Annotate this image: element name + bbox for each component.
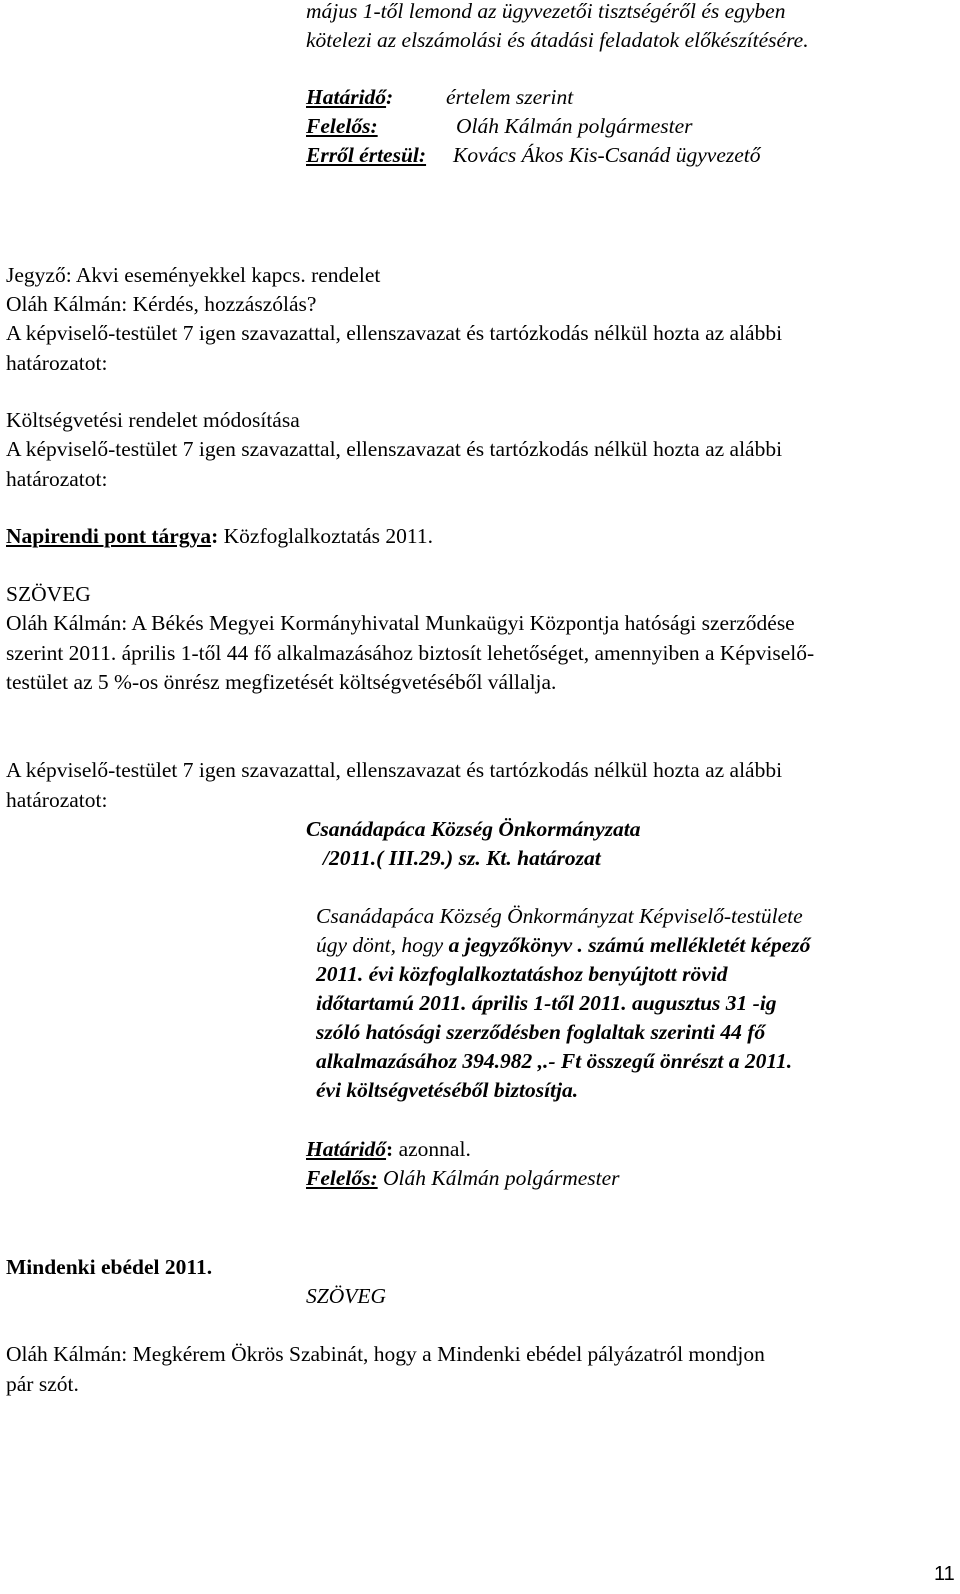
lunch-title: Mindenki ebédel 2011. xyxy=(6,1255,213,1279)
resolution-responsible-label: Felelős: xyxy=(306,1166,378,1190)
text-line: szerint 2011. április 1-től 44 fő alkalmazásához biztosít lehetőséget, amennyiben a Képviselő- xyxy=(6,640,815,665)
vote-paragraph-3 xyxy=(6,756,940,815)
vote-line: határozatot: xyxy=(6,350,108,375)
page-number: 11 xyxy=(934,1563,955,1585)
szoveg-label: SZÖVEG xyxy=(6,582,91,606)
deadline-value: értelem szerint xyxy=(446,85,574,109)
agenda-label: Napirendi pont tárgya xyxy=(6,524,212,548)
resolution-heading-2: /2011.( III.29.) sz. Kt. határozat xyxy=(323,846,601,870)
intro-line-1: május 1-től lemond az ügyvezetői tisztségéről és egyben xyxy=(306,0,786,23)
notary-line: Jegyző: Akvi eseményekkel kapcs. rendelet xyxy=(6,263,381,287)
vote-line: A képviselő-testület 7 igen szavazattal, ellenszavazat és tartózkodás nélkül hozta az alábbi xyxy=(6,758,783,782)
resolution-deadline-value: azonnal. xyxy=(398,1137,471,1161)
vote-line: határozatot: xyxy=(6,787,108,812)
responsible-value: Oláh Kálmán polgármester xyxy=(456,114,693,138)
resolution-heading-1: Csanádapáca Község Önkormányzata xyxy=(306,817,641,841)
lunch-paragraph xyxy=(6,1340,940,1399)
resolution-deadline-colon: : xyxy=(386,1137,394,1161)
question-line: Oláh Kálmán: Kérdés, hozzászólás? xyxy=(6,292,317,316)
resolution-deadline-row xyxy=(306,1135,471,1165)
vote-paragraph-2 xyxy=(6,435,940,494)
deadline-colon: : xyxy=(386,85,394,109)
budget-title: Költségvetési rendelet módosítása xyxy=(6,408,300,432)
resolution-body-line-1: Csanádapáca Község Önkormányzat Képviselő-testülete xyxy=(316,904,803,928)
text-line: Oláh Kálmán: A Békés Megyei Kormányhivatal Munkaügyi Központja hatósági szerződése xyxy=(6,611,795,635)
resolution-deadline-label: Határidő xyxy=(306,1137,387,1161)
resolution-body-line-6: alkalmazásához 394.982 ,.- Ft összegű önrészt a 2011. xyxy=(316,1049,793,1073)
lunch-line: pár szót. xyxy=(6,1371,79,1396)
agenda-colon: : xyxy=(211,524,219,548)
agenda-value: Közfoglalkoztatás 2011. xyxy=(223,524,433,548)
resolution-responsible-row xyxy=(306,1164,620,1194)
deadline-row xyxy=(306,83,393,113)
resolution-body-line-5: szóló hatósági szerződésben foglaltak szerinti 44 fő xyxy=(316,1020,766,1044)
notify-value: Kovács Ákos Kis-Csanád ügyvezető xyxy=(453,143,761,167)
vote-line: A képviselő-testület 7 igen szavazattal, ellenszavazat és tartózkodás nélkül hozta az alábbi xyxy=(6,437,783,461)
resolution-responsible-value: Oláh Kálmán polgármester xyxy=(383,1166,620,1190)
agenda-row xyxy=(6,522,433,552)
resolution-body-bold: a jegyzőkönyv . számú mellékletét képező xyxy=(448,933,811,957)
lunch-szoveg-label: SZÖVEG xyxy=(306,1284,387,1308)
responsible-label: Felelős: xyxy=(306,114,378,138)
resolution-body-line-3: 2011. évi közfoglalkoztatáshoz benyújtott rövid xyxy=(316,962,728,986)
resolution-body-plain: úgy dönt, hogy xyxy=(316,933,449,957)
vote-paragraph-1 xyxy=(6,319,940,378)
text-line: testület az 5 %-os önrész megfizetését költségvetéséből vállalja. xyxy=(6,670,557,694)
lunch-line: Oláh Kálmán: Megkérem Ökrös Szabinát, hogy a Mindenki ebédel pályázatról mondjon xyxy=(6,1342,765,1366)
intro-line-2: kötelezi az elszámolási és átadási feladatok előkészítésére. xyxy=(306,28,809,52)
vote-line: A képviselő-testület 7 igen szavazattal, ellenszavazat és tartózkodás nélkül hozta az alábbi xyxy=(6,321,783,345)
text-paragraph xyxy=(6,609,940,698)
resolution-body-line-7: évi költségvetéséből biztosítja. xyxy=(316,1078,579,1102)
resolution-body-line-2 xyxy=(316,931,810,961)
deadline-label: Határidő xyxy=(306,85,387,109)
resolution-body-line-4: időtartamú 2011. április 1-től 2011. augusztus 31 -ig xyxy=(316,991,777,1015)
notify-label: Erről értesül: xyxy=(306,143,427,167)
vote-line: határozatot: xyxy=(6,466,108,491)
